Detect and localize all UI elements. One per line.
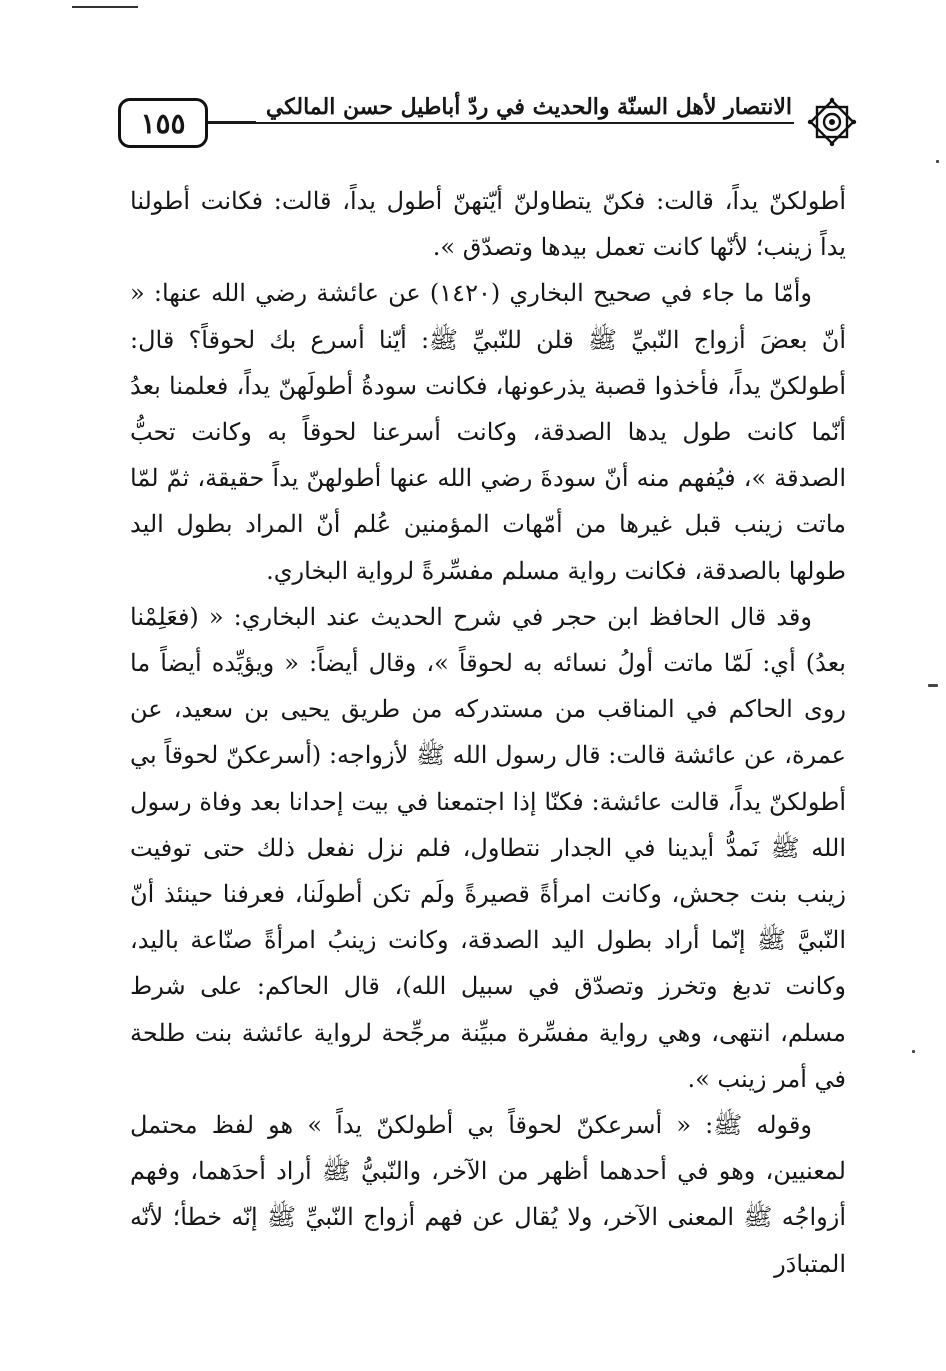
scan-edge-mark: [72, 6, 138, 8]
scan-speck: [928, 684, 938, 687]
paragraph-2: وأمّا ما جاء في صحيح البخاري (١٤٢٠) عن عائشة رضي الله عنها: « أنّ بعضَ أزواج النّبيِّ ﷺ قلن للنّبيِّ ﷺ: أيّنا أسرع بك لحوقاً؟ قال: أطولكنّ يداً، فأخذوا قصبة يذرعونها، فكانت سودةُ أطولَهنّ يداً، فعلمنا بعدُ أنّما كانت طول يدها الصدقة، وكانت أسرعنا لحوقاً به وكانت تحبُّ الصدقة »، فيُفهم منه أنّ سودةَ رضي الله عنها أطولهنّ يداً حقيقة، ثمّ لمّا ماتت زينب قبل غيرها من أمّهات المؤمنين عُلم أنّ المراد بطول اليد طولها بالصدقة، فكانت رواية مسلم مفسِّرةً لرواية البخاري.: [130, 279, 846, 585]
page-number: ١٥٥: [118, 98, 208, 148]
paragraph-4: وقوله ﷺ: « أسرعكنّ لحوقاً بي أطولكنّ يداً » هو لفظ محتمل لمعنيين، وهو في أحدهما أظهر من الآخر، والنّبيُّ ﷺ أراد أحدَهما، وفهم أزواجُه ﷺ المعنى الآخر، ولا يُقال عن فهم أزواج النّبيِّ ﷺ إنّه خطأ؛ لأنّه المتبادَر: [130, 1111, 846, 1278]
paragraph-1: أطولكنّ يداً، قالت: فكنّ يتطاولنّ أيّتهنّ أطول يداً، قالت: فكانت أطولنا يداً زينب؛ لأنّها كانت تعمل بيدها وتصدّق ».: [130, 187, 846, 262]
eight-point-star-ornament-icon: [806, 96, 858, 148]
scan-speck: [912, 1050, 915, 1053]
body-text: [130, 178, 846, 1287]
running-title: الانتصار لأهل السنّة والحديث في ردّ أباطيل حسن المالكي: [256, 92, 798, 122]
scan-speck: [936, 160, 939, 163]
page-header: [118, 92, 858, 154]
paragraph-3: وقد قال الحافظ ابن حجر في شرح الحديث عند البخاري: « (فعَلِمْنا بعدُ) أي: لَمّا ماتت أولُ نسائه به لحوقاً »، وقال أيضاً: « ويؤيِّده أيضاً ما روى الحاكم في المناقب من مستدركه من طريق يحيى بن سعيد، عن عمرة، عن عائشة قالت: قال رسول الله ﷺ لأزواجه: (أسرعكنّ لحوقاً بي أطولكنّ يداً، قالت عائشة: فكنّا إذا اجتمعنا في بيت إحدانا بعد وفاة رسول الله ﷺ نَمدُّ أيدينا في الجدار نتطاول، فلم نزل نفعل ذلك حتى توفيت زينب بنت جحش، وكانت امرأةً قصيرةً ولَم تكن أطولَنا، فعرفنا حينئذ أنّ النّبيَّ ﷺ إنّما أراد بطول اليد الصدقة، وكانت زينبُ امرأةً صنّاعة باليد، وكانت تدبغ وتخرز وتصدّق في سبيل الله)، قال الحاكم: على شرط مسلم، انتهى، وهي رواية مفسِّرة مبيِّنة مرجِّحة لرواية عائشة بنت طلحة في أمر زينب ».: [130, 602, 846, 1093]
